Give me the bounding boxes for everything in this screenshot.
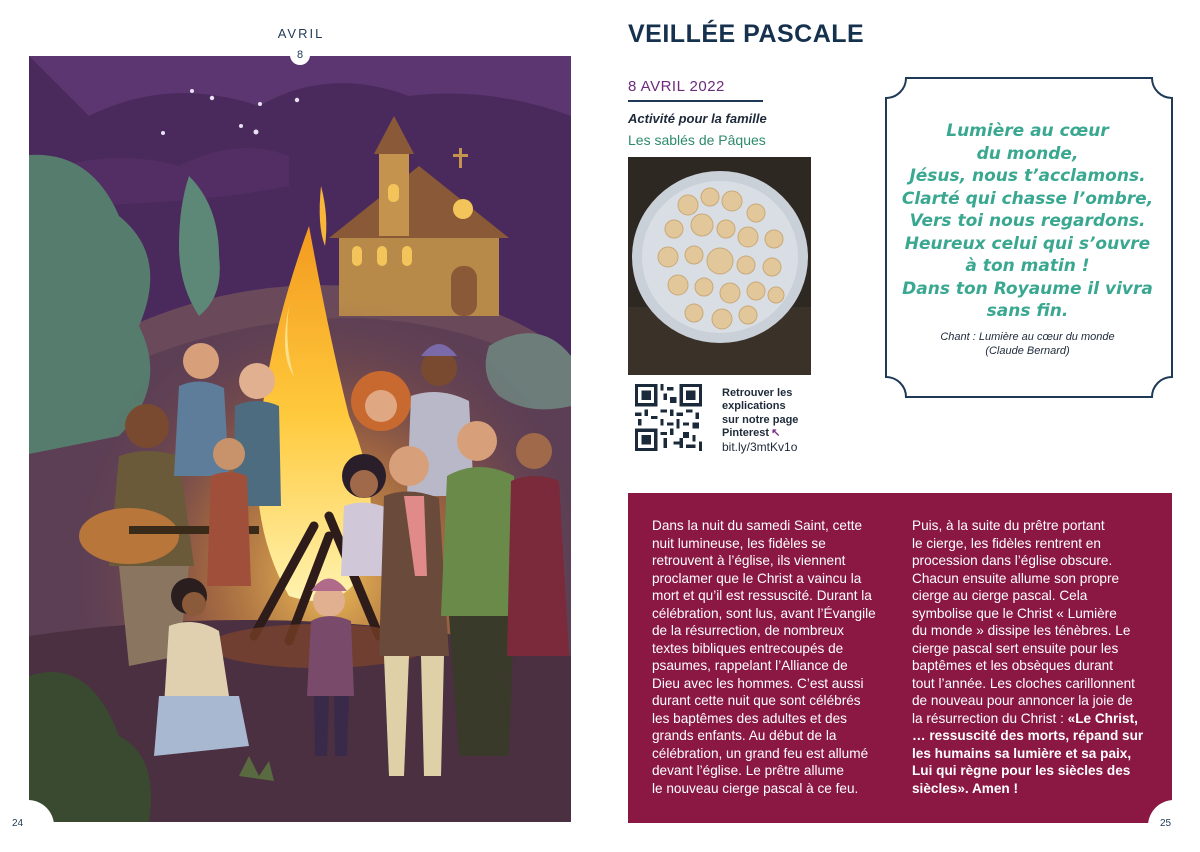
quote-credit bbox=[895, 330, 1160, 358]
body-line: psaumes, rappelant l’Alliance de bbox=[652, 658, 848, 673]
qr-code-icon[interactable] bbox=[635, 384, 702, 451]
body-line: symbolise que le Christ « Lumière bbox=[912, 605, 1117, 621]
qr-instructions bbox=[722, 387, 832, 440]
body-line: retrouvent à l’église, ils viennent bbox=[652, 553, 846, 568]
quote-line: Heureux celui qui s’ouvre bbox=[904, 233, 1151, 254]
activity-label: Activité pour la famille bbox=[628, 111, 767, 126]
body-line: textes bibliques entrecoupés de bbox=[652, 640, 844, 656]
prayer-line: les humains sa lumière et sa paix, bbox=[912, 745, 1132, 761]
prayer-line: siècles». Amen ! bbox=[912, 780, 1019, 796]
page-number-left: 24 bbox=[12, 818, 24, 829]
month-label: AVRIL bbox=[277, 26, 325, 41]
qr-text-line: Retrouver les bbox=[722, 387, 793, 399]
prayer-line: Lui qui règne pour les siècles des bbox=[912, 763, 1131, 778]
body-line: du monde » dissipe les ténèbres. Le bbox=[912, 623, 1131, 638]
body-line: proclamer que le Christ a vaincu la bbox=[652, 570, 862, 586]
prayer-line: … ressuscité des morts, répand sur bbox=[912, 728, 1144, 743]
body-line: Chacun ensuite allume son propre bbox=[912, 570, 1120, 586]
credit-line: (Claude Bernard) bbox=[985, 345, 1070, 357]
cookies-photo bbox=[628, 157, 811, 375]
qr-text-line: Pinterest bbox=[722, 426, 770, 439]
body-line: les baptêmes des adultes et des bbox=[652, 710, 847, 726]
page-number-right: 25 bbox=[1160, 818, 1172, 829]
body-line: procession dans l’église obscure. bbox=[912, 553, 1113, 568]
body-line: célébration, un grand feu est allumé bbox=[652, 745, 869, 761]
quote-line: sans fin. bbox=[986, 301, 1069, 321]
event-date: 8 AVRIL 2022 bbox=[628, 78, 725, 95]
quote-line: Jésus, nous t’acclamons. bbox=[909, 166, 1146, 186]
body-line: le cierge, les fidèles rentrent en bbox=[912, 535, 1101, 551]
body-line: grands enfants. Au début de la bbox=[652, 728, 837, 743]
body-line: cierge au cierge pascal. Cela bbox=[912, 588, 1088, 603]
quote-line: Vers toi nous regardons. bbox=[909, 211, 1146, 231]
day-badge: 8 bbox=[290, 45, 310, 65]
body-line-text: la résurrection du Christ : bbox=[912, 710, 1068, 726]
easter-vigil-illustration bbox=[29, 56, 571, 822]
quote-line: Clarté qui chasse l’ombre, bbox=[901, 188, 1154, 209]
qr-text-line: sur notre page bbox=[722, 413, 799, 426]
body-line: de la résurrection, de nombreux bbox=[652, 623, 844, 638]
text-column-1 bbox=[652, 517, 884, 797]
body-line: célébration, sont lus, avant l’Évangile bbox=[652, 605, 876, 621]
body-line: Puis, à la suite du prêtre portant bbox=[912, 518, 1105, 533]
body-line: Dans la nuit du samedi Saint, cette bbox=[652, 518, 863, 533]
pinterest-link[interactable]: bit.ly/3mtKv1o bbox=[722, 440, 798, 454]
body-line: devant l’église. Le prêtre allume bbox=[652, 763, 844, 778]
text-column-2 bbox=[912, 517, 1144, 797]
body-line: mort et qu’il est ressuscité. Durant la bbox=[652, 588, 872, 603]
date-underline bbox=[628, 100, 763, 102]
body-line: le nouveau cierge pascal à ce feu. bbox=[652, 780, 859, 796]
quote-text bbox=[895, 120, 1160, 323]
quote-line: Lumière au cœur bbox=[946, 121, 1109, 141]
body-line: Dieu avec les hommes. C’est aussi bbox=[652, 675, 864, 691]
body-line: nuit lumineuse, les fidèles se bbox=[652, 535, 826, 551]
quote-line: Dans ton Royaume il vivra bbox=[902, 278, 1153, 299]
body-line: durant cette nuit que sont célébrés bbox=[652, 693, 861, 708]
cursor-arrow-icon: ↖ bbox=[771, 426, 781, 439]
page-title: VEILLÉE PASCALE bbox=[628, 20, 865, 48]
quote-line: à ton matin ! bbox=[965, 256, 1090, 276]
credit-line: Chant : Lumière au cœur du monde bbox=[940, 331, 1115, 343]
body-line: de nouveau pour annoncer la joie de bbox=[912, 693, 1133, 708]
body-line: cierge pascal sert ensuite pour les bbox=[912, 640, 1119, 656]
body-text-box bbox=[628, 493, 1172, 823]
prayer-opening: «Le Christ, bbox=[1067, 710, 1138, 726]
body-line: tout l’année. Les cloches carillonnent bbox=[912, 675, 1135, 691]
body-line: baptêmes et les obsèques durant bbox=[912, 658, 1114, 673]
body-line-mixed bbox=[912, 710, 1144, 728]
qr-text-line: explications bbox=[722, 400, 786, 413]
quote-line: du monde, bbox=[976, 143, 1079, 164]
activity-name: Les sablés de Pâques bbox=[628, 132, 766, 148]
